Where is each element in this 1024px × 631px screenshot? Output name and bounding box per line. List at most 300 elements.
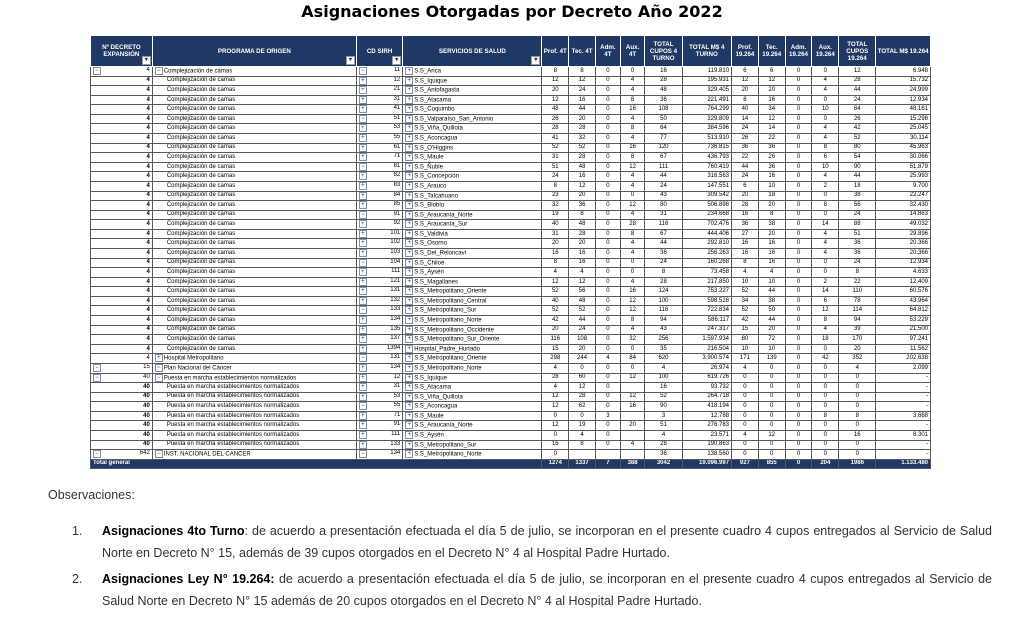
health-service-label: S.S_Valdivia xyxy=(414,231,448,238)
health-service-label: S.S_Metropolitano_Norte xyxy=(414,451,482,458)
health-service-label: S.S_Del_Reloncaví xyxy=(414,250,467,257)
sirh-code-cell xyxy=(356,335,402,345)
program-label: Complejización de camas xyxy=(166,201,236,208)
expand-toggle-icon[interactable]: + xyxy=(405,383,413,391)
expand-toggle-icon[interactable]: + xyxy=(359,230,367,238)
sirh-code-value: 121 xyxy=(390,277,401,284)
value-cell: 12 xyxy=(620,306,645,316)
sirh-code-value: 1394 xyxy=(386,344,401,351)
value-cell: 0 xyxy=(758,402,785,412)
value-cell: 190.863 xyxy=(682,440,731,450)
value-cell: 4 xyxy=(542,268,569,278)
health-service-label: Hospital_Padre_Hurtado xyxy=(414,346,480,353)
health-service-cell xyxy=(403,402,542,412)
expand-toggle-icon[interactable]: + xyxy=(405,220,413,228)
expand-toggle-icon[interactable]: + xyxy=(405,211,413,219)
value-cell: 38 xyxy=(758,220,785,230)
value-cell: 3.668 xyxy=(876,411,931,421)
value-cell: - xyxy=(876,440,931,450)
program-label: Complejización de camas xyxy=(166,278,236,285)
expand-toggle-icon[interactable]: + xyxy=(405,201,413,209)
filter-dropdown-icon[interactable]: ▾ xyxy=(392,56,401,65)
value-cell: 0 xyxy=(785,67,812,77)
value-cell: 4 xyxy=(620,86,645,96)
expand-toggle-icon[interactable]: + xyxy=(405,441,413,449)
value-cell: 36 xyxy=(732,143,759,153)
value-cell: 16 xyxy=(620,287,645,297)
sirh-code-cell xyxy=(356,172,402,182)
value-cell: 28 xyxy=(569,124,596,134)
value-cell: 53.229 xyxy=(876,316,931,326)
value-cell: 0 xyxy=(785,430,812,440)
expand-toggle-icon[interactable]: + xyxy=(405,124,413,132)
value-cell: 0 xyxy=(785,248,812,258)
expand-toggle-icon[interactable]: + xyxy=(359,431,367,439)
value-cell: 0 xyxy=(785,316,812,326)
health-service-cell xyxy=(403,172,542,182)
sirh-code-value: 71 xyxy=(393,411,401,418)
table-row xyxy=(91,430,931,440)
expand-toggle-icon[interactable]: − xyxy=(359,115,367,123)
value-cell xyxy=(620,450,645,460)
table-row xyxy=(91,440,931,450)
expand-toggle-icon[interactable]: − xyxy=(359,211,367,219)
expand-toggle-icon[interactable]: + xyxy=(405,278,413,286)
expand-toggle-icon[interactable]: + xyxy=(359,268,367,276)
expand-toggle-icon[interactable]: + xyxy=(405,268,413,276)
expand-toggle-icon[interactable]: + xyxy=(405,335,413,343)
expand-toggle-icon[interactable]: + xyxy=(359,412,367,420)
expand-toggle-icon[interactable]: + xyxy=(405,306,413,314)
expand-toggle-icon[interactable]: + xyxy=(405,316,413,324)
expand-toggle-icon[interactable]: + xyxy=(359,172,367,180)
program-cell xyxy=(152,105,356,115)
value-cell: 0 xyxy=(785,383,812,393)
health-service-label: S.S_Metropolitano_Sur_Oriente xyxy=(414,336,500,343)
value-cell: 138.560 xyxy=(682,450,731,460)
expand-toggle-icon[interactable]: + xyxy=(405,172,413,180)
value-cell: 64 xyxy=(645,124,682,134)
collapse-toggle-icon[interactable]: + xyxy=(155,354,163,362)
value-cell: 40 xyxy=(542,296,569,306)
sirh-code-value: 61 xyxy=(393,143,401,150)
table-body xyxy=(91,67,931,469)
decree-value: 4 xyxy=(146,163,150,170)
value-cell: 12 xyxy=(732,76,759,86)
value-cell: 0 xyxy=(542,411,569,421)
collapse-toggle-icon[interactable]: − xyxy=(93,67,101,75)
expand-toggle-icon[interactable]: + xyxy=(359,364,367,372)
column-header-label: TOTAL M$ 19.264 xyxy=(877,47,929,55)
filter-dropdown-icon[interactable]: ▾ xyxy=(142,56,151,65)
value-cell: 0 xyxy=(785,335,812,345)
value-cell: 26 xyxy=(758,153,785,163)
expand-toggle-icon[interactable]: + xyxy=(405,67,413,75)
value-cell: 21.500 xyxy=(876,325,931,335)
value-cell: 0 xyxy=(839,392,876,402)
program-label: Complejización de camas xyxy=(166,288,236,295)
value-cell: 0 xyxy=(785,220,812,230)
collapse-toggle-icon[interactable]: − xyxy=(155,374,163,382)
sirh-code-cell xyxy=(356,268,402,278)
health-service-cell xyxy=(403,316,542,326)
sirh-code-cell xyxy=(356,363,402,373)
sirh-code-value: 91 xyxy=(393,421,401,428)
column-header-label: Prof. 4T xyxy=(543,47,567,55)
table-row xyxy=(91,325,931,335)
expand-toggle-icon[interactable]: − xyxy=(359,354,367,362)
value-cell: 0 xyxy=(785,105,812,115)
value-cell: 52 xyxy=(542,287,569,297)
value-cell: 418.194 xyxy=(682,402,731,412)
decree-cell xyxy=(91,201,153,211)
expand-toggle-icon[interactable]: + xyxy=(359,421,367,429)
expand-toggle-icon[interactable]: + xyxy=(405,239,413,247)
value-cell: 0 xyxy=(596,76,621,86)
expand-toggle-icon[interactable]: + xyxy=(405,105,413,113)
value-cell: 8 xyxy=(542,67,569,77)
value-cell: 0 xyxy=(785,354,812,364)
value-cell: 36 xyxy=(732,220,759,230)
collapse-toggle-icon[interactable]: − xyxy=(155,67,163,75)
value-cell: 8 xyxy=(732,95,759,105)
expand-toggle-icon[interactable]: + xyxy=(405,402,413,410)
expand-toggle-icon[interactable]: + xyxy=(405,364,413,372)
expand-toggle-icon[interactable]: + xyxy=(405,182,413,190)
expand-toggle-icon[interactable]: + xyxy=(359,335,367,343)
value-cell: 12 xyxy=(542,402,569,412)
decree-cell xyxy=(91,114,153,124)
value-cell: 28 xyxy=(839,76,876,86)
expand-toggle-icon[interactable]: + xyxy=(359,144,367,152)
value-cell: 8.301 xyxy=(876,430,931,440)
value-cell: 52 xyxy=(542,143,569,153)
value-cell: 0 xyxy=(785,124,812,134)
expand-toggle-icon[interactable]: + xyxy=(405,374,413,382)
expand-toggle-icon[interactable]: + xyxy=(359,124,367,132)
sirh-code-cell xyxy=(356,239,402,249)
expand-toggle-icon[interactable]: + xyxy=(359,220,367,228)
expand-toggle-icon[interactable]: + xyxy=(359,201,367,209)
value-cell: 0 xyxy=(596,373,621,383)
value-cell: 24 xyxy=(732,124,759,134)
value-cell: 116 xyxy=(542,335,569,345)
filter-dropdown-icon[interactable]: ▾ xyxy=(346,56,355,65)
health-service-label: S.S_Araucanía_Norte xyxy=(414,212,473,219)
expand-toggle-icon[interactable]: + xyxy=(405,354,413,362)
value-cell: 2 xyxy=(812,181,839,191)
expand-toggle-icon[interactable]: + xyxy=(359,316,367,324)
value-cell: 0 xyxy=(596,114,621,124)
collapse-toggle-icon[interactable]: − xyxy=(155,364,163,372)
program-label: Complejización de camas xyxy=(166,326,236,333)
expand-toggle-icon[interactable]: + xyxy=(359,105,367,113)
expand-toggle-icon[interactable]: + xyxy=(359,239,367,247)
expand-toggle-icon[interactable]: − xyxy=(359,163,367,171)
sirh-code-cell xyxy=(356,411,402,421)
program-label: Puesta en marcha establecimientos normalizados xyxy=(166,412,300,419)
value-cell: 20 xyxy=(569,114,596,124)
health-service-label: S.S_Viña_Quillota xyxy=(414,126,463,133)
expand-toggle-icon[interactable]: + xyxy=(405,259,413,267)
total-value-cell: 204 xyxy=(812,459,839,468)
value-cell: 4 xyxy=(812,134,839,144)
program-label: Plan Nacional del Cáncer xyxy=(163,365,232,372)
value-cell: 0 xyxy=(620,258,645,268)
total-value-cell: 7 xyxy=(596,459,621,468)
sirh-code-value: 134 xyxy=(390,316,401,323)
sirh-code-cell xyxy=(356,76,402,86)
total-value-cell: 927 xyxy=(732,459,759,468)
value-cell: 598.528 xyxy=(682,296,731,306)
value-cell: 0 xyxy=(758,383,785,393)
value-cell: 0 xyxy=(785,114,812,124)
value-cell: 20 xyxy=(758,229,785,239)
health-service-cell xyxy=(403,430,542,440)
expand-toggle-icon[interactable]: + xyxy=(405,450,413,458)
value-cell: 49.032 xyxy=(876,220,931,230)
expand-toggle-icon[interactable]: + xyxy=(359,393,367,401)
expand-toggle-icon[interactable]: + xyxy=(405,431,413,439)
value-cell: 16 xyxy=(758,258,785,268)
total-value-cell: 1986 xyxy=(839,459,876,468)
program-cell xyxy=(152,421,356,431)
expand-toggle-icon[interactable]: + xyxy=(405,153,413,161)
sirh-code-cell xyxy=(356,287,402,297)
expand-toggle-icon[interactable]: + xyxy=(405,326,413,334)
decree-cell xyxy=(91,354,153,364)
expand-toggle-icon[interactable]: + xyxy=(405,345,413,353)
expand-toggle-icon[interactable]: + xyxy=(359,86,367,94)
expand-toggle-icon[interactable]: + xyxy=(405,192,413,200)
value-cell: 4 xyxy=(620,114,645,124)
decree-value: 4 xyxy=(146,115,150,122)
program-cell xyxy=(152,114,356,124)
health-service-cell xyxy=(403,162,542,172)
value-cell: 8 xyxy=(569,67,596,77)
observations-title: Observaciones: xyxy=(48,488,135,502)
value-cell: 24 xyxy=(732,172,759,182)
value-cell: 256.263 xyxy=(682,248,731,258)
expand-toggle-icon[interactable]: + xyxy=(359,297,367,305)
expand-toggle-icon[interactable]: + xyxy=(359,278,367,286)
total-value-cell: 855 xyxy=(758,459,785,468)
total-value-cell: 19.096.997 xyxy=(682,459,731,468)
value-cell: 20 xyxy=(732,86,759,96)
decree-cell xyxy=(91,344,153,354)
value-cell: 0 xyxy=(620,268,645,278)
expand-toggle-icon[interactable]: + xyxy=(359,374,367,382)
decree-cell xyxy=(91,306,153,316)
expand-toggle-icon[interactable]: − xyxy=(359,450,367,458)
value-cell: 44 xyxy=(758,287,785,297)
column-header xyxy=(542,36,569,67)
value-cell: 4 xyxy=(620,210,645,220)
column-header-label: Adm. 4T xyxy=(600,44,616,58)
expand-toggle-icon[interactable]: + xyxy=(405,134,413,142)
health-service-label: S.S_Antofagasta xyxy=(414,87,460,94)
table-row xyxy=(91,392,931,402)
expand-toggle-icon[interactable]: + xyxy=(405,144,413,152)
value-cell: 8 xyxy=(542,258,569,268)
sirh-code-cell xyxy=(356,296,402,306)
table-row xyxy=(91,220,931,230)
value-cell: 506.898 xyxy=(682,201,731,211)
expand-toggle-icon[interactable]: + xyxy=(359,96,367,104)
value-cell: 0 xyxy=(785,277,812,287)
decree-value: 40 xyxy=(143,431,150,438)
expand-toggle-icon[interactable]: + xyxy=(359,182,367,190)
health-service-cell xyxy=(403,296,542,306)
value-cell: 43 xyxy=(645,325,682,335)
expand-toggle-icon[interactable]: + xyxy=(359,383,367,391)
decree-cell xyxy=(91,316,153,326)
value-cell: 8 xyxy=(620,229,645,239)
sirh-code-cell xyxy=(356,143,402,153)
expand-toggle-icon[interactable]: + xyxy=(359,326,367,334)
expand-toggle-icon[interactable]: + xyxy=(359,134,367,142)
health-service-cell xyxy=(403,76,542,86)
expand-toggle-icon[interactable]: − xyxy=(359,306,367,314)
decree-value: 4 xyxy=(146,192,150,199)
table-row xyxy=(91,296,931,306)
expand-toggle-icon[interactable]: + xyxy=(405,421,413,429)
expand-toggle-icon[interactable]: − xyxy=(359,259,367,267)
table-row xyxy=(91,354,931,364)
table-row xyxy=(91,134,931,144)
sirh-code-cell xyxy=(356,229,402,239)
value-cell: 10 xyxy=(812,105,839,115)
value-cell: 12 xyxy=(569,277,596,287)
decree-value: 4 xyxy=(146,355,150,362)
decree-value: 4 xyxy=(146,106,150,113)
decree-value: 4 xyxy=(146,268,150,275)
value-cell: 4 xyxy=(839,363,876,373)
program-label: Complejización de camas xyxy=(166,230,236,237)
value-cell: 0 xyxy=(596,383,621,393)
collapse-toggle-icon[interactable]: − xyxy=(93,364,101,372)
value-cell: 0 xyxy=(785,411,812,421)
expand-toggle-icon[interactable]: + xyxy=(405,86,413,94)
value-cell: 0 xyxy=(596,143,621,153)
value-cell: 0 xyxy=(596,430,621,440)
value-cell: 44 xyxy=(839,172,876,182)
filter-dropdown-icon[interactable]: ▾ xyxy=(531,56,540,65)
value-cell: 0 xyxy=(812,373,839,383)
decree-value: 4 xyxy=(146,230,150,237)
expand-toggle-icon[interactable]: − xyxy=(359,402,367,410)
value-cell: 6 xyxy=(758,67,785,77)
expand-toggle-icon[interactable]: + xyxy=(405,297,413,305)
sirh-code-value: 133 xyxy=(390,306,401,313)
value-cell: 14 xyxy=(812,220,839,230)
health-service-label: S.S_Atacama xyxy=(414,97,451,104)
value-cell: 36 xyxy=(758,162,785,172)
value-cell: 19 xyxy=(542,210,569,220)
expand-toggle-icon[interactable]: + xyxy=(359,77,367,85)
expand-toggle-icon[interactable]: + xyxy=(405,115,413,123)
expand-toggle-icon[interactable]: + xyxy=(405,412,413,420)
value-cell: 23.571 xyxy=(682,430,731,440)
decree-value: 4 xyxy=(146,86,150,93)
value-cell: 15 xyxy=(732,325,759,335)
program-cell xyxy=(152,383,356,393)
value-cell: 67 xyxy=(645,229,682,239)
health-service-cell xyxy=(403,268,542,278)
table-row xyxy=(91,191,931,201)
sirh-code-value: 12 xyxy=(393,373,401,380)
expand-toggle-icon[interactable]: + xyxy=(359,249,367,257)
expand-toggle-icon[interactable]: + xyxy=(405,230,413,238)
value-cell: - xyxy=(876,421,931,431)
expand-toggle-icon[interactable]: + xyxy=(405,287,413,295)
expand-toggle-icon[interactable]: + xyxy=(405,393,413,401)
value-cell: 44 xyxy=(732,162,759,172)
value-cell: 20 xyxy=(839,344,876,354)
column-header-label: PROGRAMA DE ORIGEN xyxy=(217,47,291,55)
sirh-code-cell xyxy=(356,210,402,220)
value-cell: 0 xyxy=(839,383,876,393)
value-cell: 0 xyxy=(812,191,839,201)
collapse-toggle-icon[interactable]: − xyxy=(93,374,101,382)
program-cell xyxy=(152,354,356,364)
expand-toggle-icon[interactable]: + xyxy=(405,163,413,171)
expand-toggle-icon[interactable]: + xyxy=(359,441,367,449)
expand-toggle-icon[interactable]: + xyxy=(405,77,413,85)
value-cell: 16 xyxy=(645,67,682,77)
value-cell: 52 xyxy=(645,392,682,402)
value-cell: 0 xyxy=(839,440,876,450)
decree-cell xyxy=(91,172,153,182)
expand-toggle-icon[interactable]: + xyxy=(359,345,367,353)
expand-toggle-icon[interactable]: + xyxy=(359,287,367,295)
value-cell: 12 xyxy=(620,201,645,211)
decree-value: 4 xyxy=(146,153,150,160)
value-cell: 24.999 xyxy=(876,86,931,96)
value-cell: 50 xyxy=(645,114,682,124)
collapse-toggle-icon[interactable]: − xyxy=(93,450,101,458)
value-cell: 62 xyxy=(569,402,596,412)
sirh-code-value: 53 xyxy=(393,124,401,131)
sirh-code-value: 135 xyxy=(390,325,401,332)
expand-toggle-icon[interactable]: + xyxy=(405,96,413,104)
decree-cell xyxy=(91,383,153,393)
collapse-toggle-icon[interactable]: − xyxy=(155,450,163,458)
value-cell: 12 xyxy=(542,95,569,105)
value-cell: 12 xyxy=(542,421,569,431)
total-value-cell: 3042 xyxy=(645,459,682,468)
value-cell: 20 xyxy=(620,421,645,431)
value-cell: 0 xyxy=(785,392,812,402)
value-cell: 264.718 xyxy=(682,392,731,402)
program-cell xyxy=(152,296,356,306)
observation-item xyxy=(72,520,992,564)
value-cell: 12 xyxy=(569,383,596,393)
value-cell: 234.668 xyxy=(682,210,731,220)
expand-toggle-icon[interactable]: + xyxy=(359,192,367,200)
table-row xyxy=(91,124,931,134)
value-cell: 0 xyxy=(542,430,569,440)
sirh-code-value: 102 xyxy=(390,239,401,246)
expand-toggle-icon[interactable]: + xyxy=(359,153,367,161)
expand-toggle-icon[interactable]: − xyxy=(359,67,367,75)
decree-cell xyxy=(91,335,153,345)
value-cell: 0 xyxy=(812,344,839,354)
expand-toggle-icon[interactable]: + xyxy=(405,249,413,257)
health-service-cell xyxy=(403,105,542,115)
program-label: Complejización de camas xyxy=(166,192,236,199)
table-row xyxy=(91,105,931,115)
